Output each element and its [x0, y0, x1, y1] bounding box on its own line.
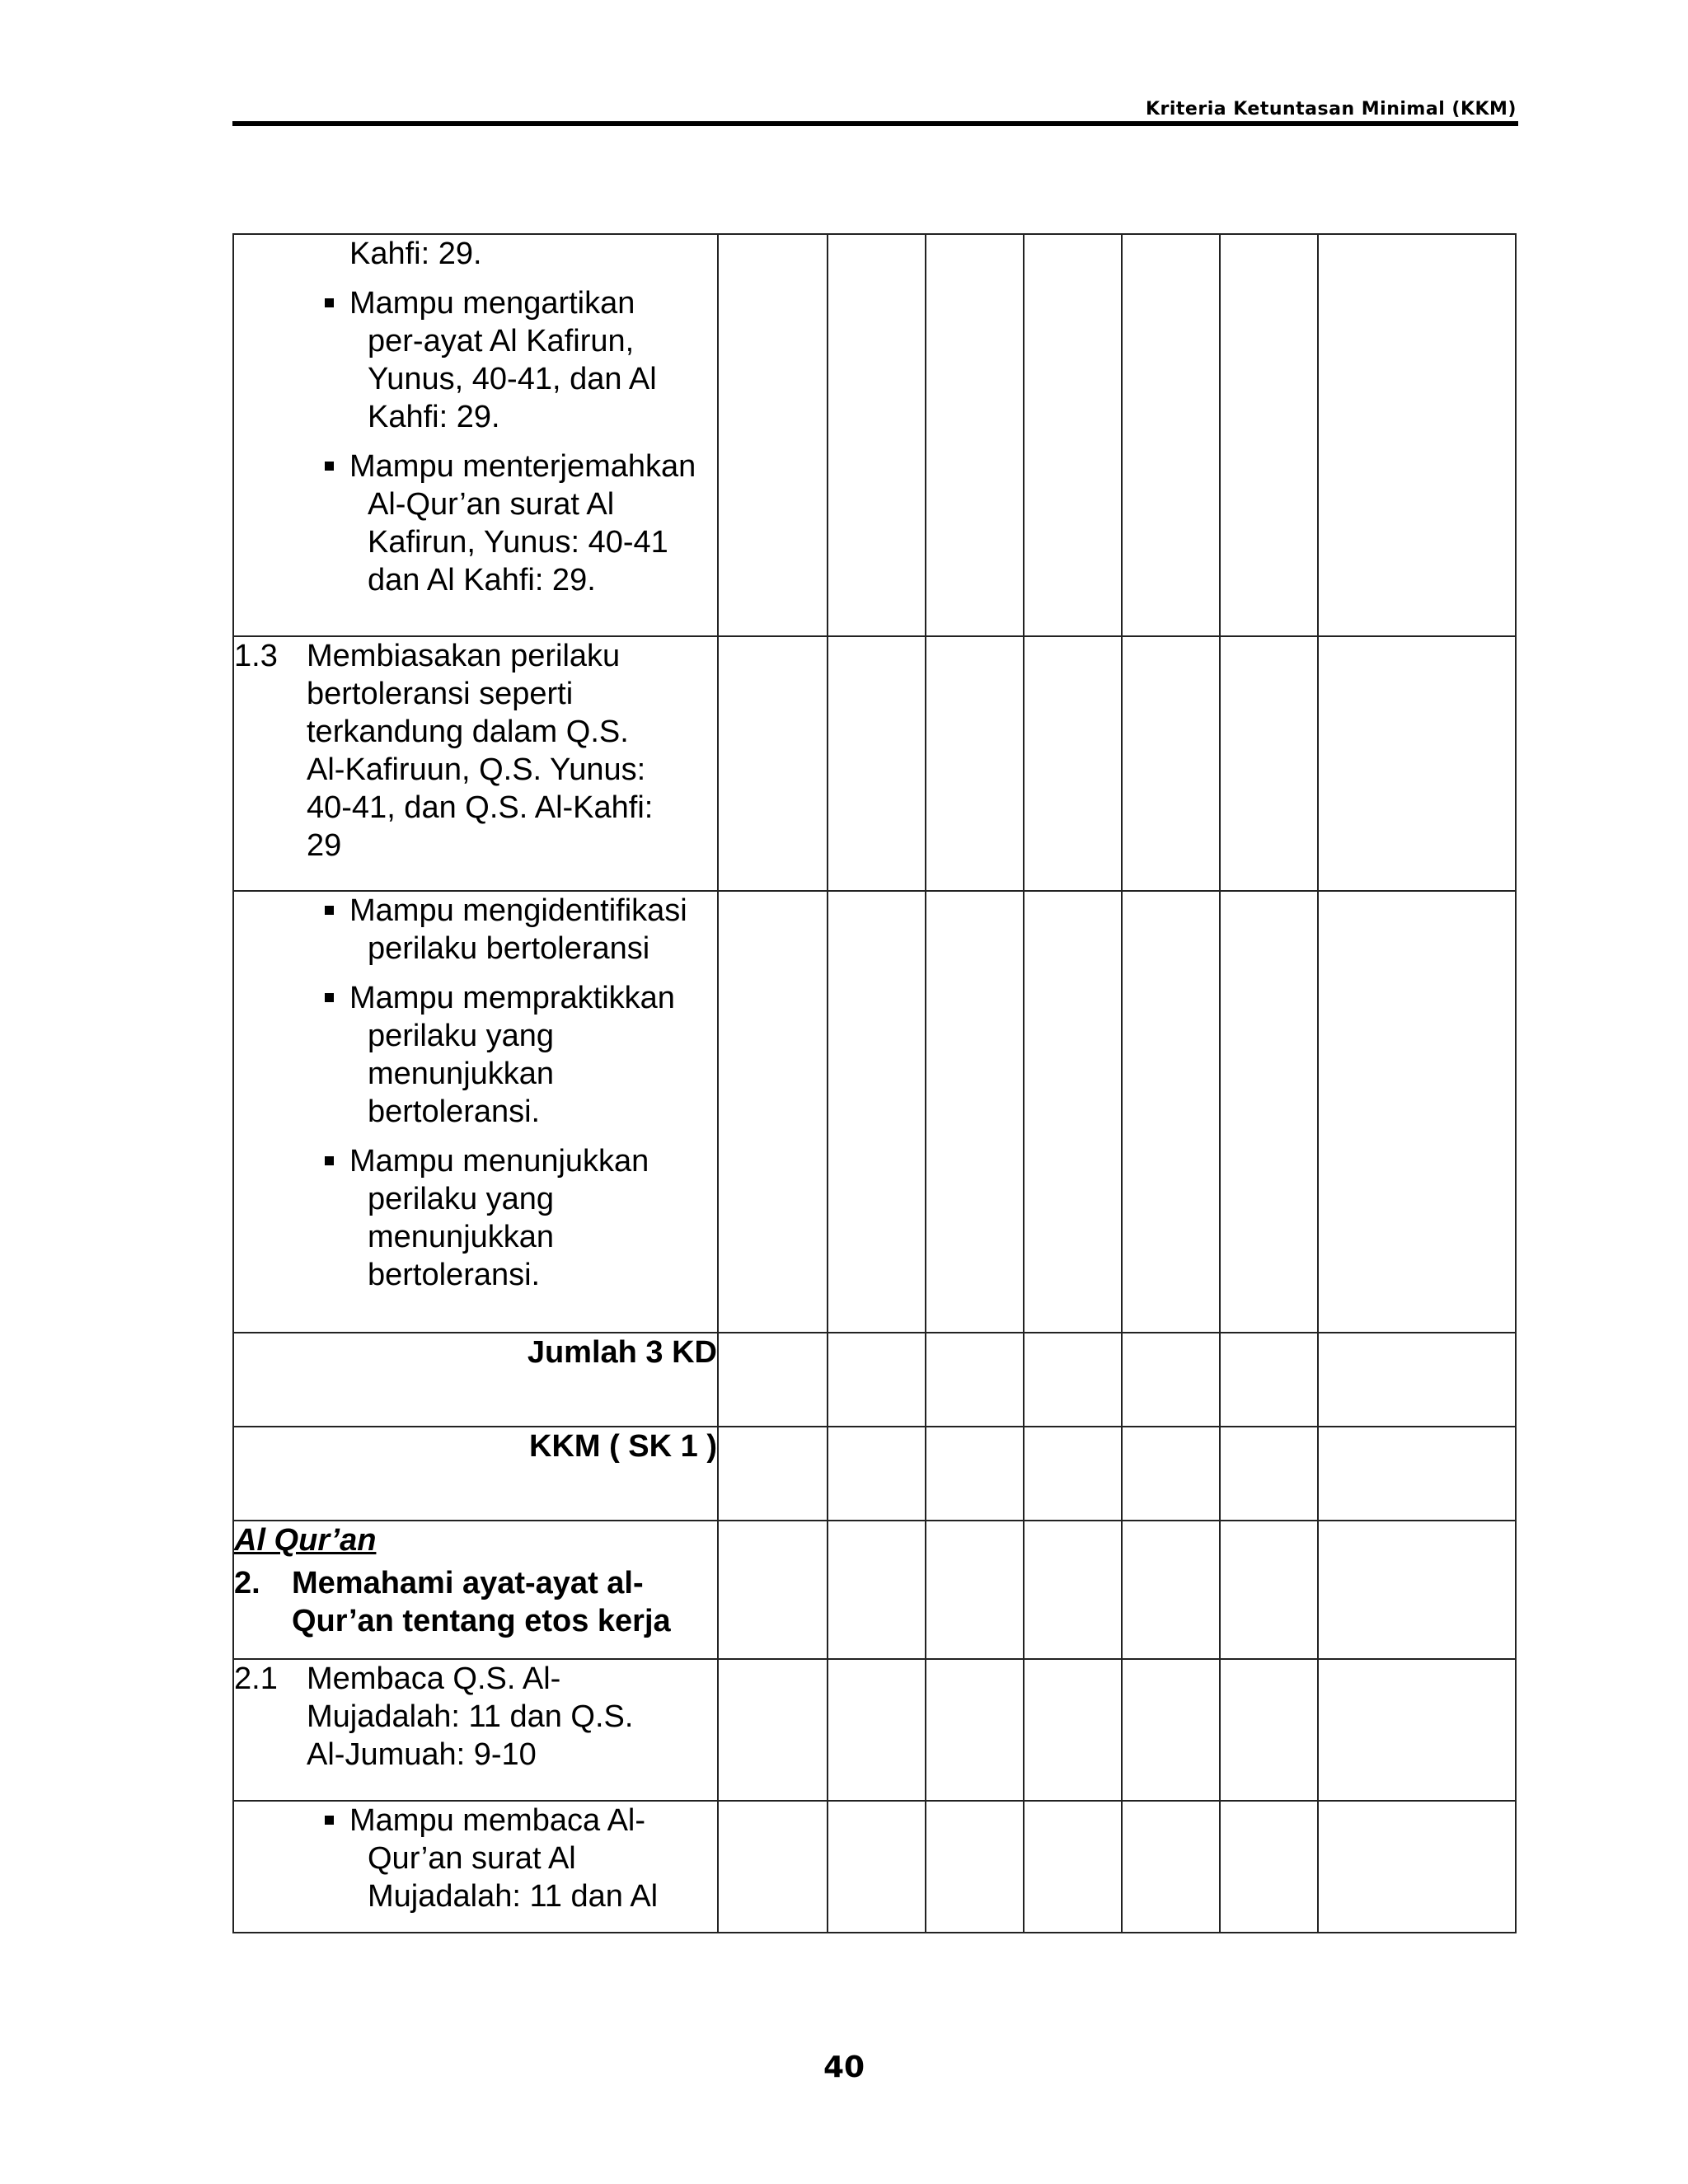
empty-cell: [1122, 1427, 1220, 1521]
indicator-list: [234, 892, 717, 1294]
indicator-line: Mampu mempraktikkan: [349, 981, 675, 1015]
empty-cell: [926, 1521, 1024, 1659]
empty-cell: [1318, 1659, 1516, 1801]
empty-cell: [1318, 1427, 1516, 1521]
empty-cell: [1220, 1333, 1318, 1427]
empty-cell: [1122, 1801, 1220, 1933]
competency-text: [307, 637, 717, 865]
indicator-line: bertoleransi.: [368, 1258, 541, 1292]
indicator-line: per-ayat Al Kafirun,: [368, 324, 635, 359]
standard-line: Qur’an tentang etos kerja: [292, 1604, 671, 1638]
total-cell: Jumlah 3 KD: [233, 1333, 718, 1427]
empty-cell: [1024, 234, 1122, 636]
section-title: Al Qur’an: [234, 1523, 377, 1558]
empty-cell: [1220, 1801, 1318, 1933]
indicator-list: [234, 284, 717, 599]
indicator-line: Kahfi: 29.: [368, 400, 500, 434]
bullet-square-icon: [325, 298, 334, 307]
empty-cell: [828, 234, 926, 636]
bullet-square-icon: [325, 906, 334, 915]
indicator-text: [331, 979, 717, 1131]
empty-cell: [718, 234, 828, 636]
indicator-item: [234, 1142, 717, 1294]
indicator-line: Mujadalah: 11 dan Al: [368, 1879, 659, 1914]
total-cell: KKM ( SK 1 ): [233, 1427, 718, 1521]
empty-cell: [1122, 1333, 1220, 1427]
description-cell: [233, 1659, 718, 1801]
competency-line: Mujadalah: 11 dan Q.S.: [307, 1699, 634, 1734]
table-row: [233, 1801, 1516, 1933]
competency-item: [234, 637, 717, 865]
standard-number: 2.: [234, 1566, 260, 1601]
competency-line: Al-Kafiruun, Q.S. Yunus:: [307, 752, 646, 787]
indicator-text: [331, 1802, 717, 1915]
page-number: 40: [823, 2050, 865, 2084]
indicator-text: [331, 1142, 717, 1294]
empty-cell: [1024, 1333, 1122, 1427]
empty-cell: [1318, 891, 1516, 1333]
empty-cell: [1122, 891, 1220, 1333]
description-cell: [233, 234, 718, 636]
empty-cell: [1318, 636, 1516, 891]
indicator-line: Kafirun, Yunus: 40-41: [368, 525, 668, 560]
indicator-line: perilaku yang: [368, 1182, 555, 1216]
indicator-line: bertoleransi.: [368, 1094, 541, 1129]
table-row: [233, 1521, 1516, 1659]
table-row: [233, 1427, 1516, 1521]
table-row: [233, 1333, 1516, 1427]
empty-cell: [1024, 891, 1122, 1333]
empty-cell: [718, 1659, 828, 1801]
standard-heading: [234, 1564, 717, 1640]
running-header-title: Kriteria Ketuntasan Minimal (KKM): [1145, 99, 1517, 120]
description-cell: [233, 1521, 718, 1659]
bullet-square-icon: [325, 462, 334, 471]
empty-cell: [718, 1521, 828, 1659]
competency-text: [307, 1660, 717, 1774]
indicator-item: [234, 284, 717, 436]
empty-cell: [1220, 1521, 1318, 1659]
empty-cell: [828, 1427, 926, 1521]
table-row: [233, 891, 1516, 1333]
empty-cell: [828, 1659, 926, 1801]
indicator-text: [331, 448, 717, 599]
table-row: [233, 1659, 1516, 1801]
empty-cell: [926, 1427, 1024, 1521]
competency-number: 2.1: [234, 1661, 278, 1696]
empty-cell: [828, 1521, 926, 1659]
empty-cell: [718, 891, 828, 1333]
empty-cell: [1220, 234, 1318, 636]
table-row: [233, 636, 1516, 891]
empty-cell: [1122, 1521, 1220, 1659]
indicator-item: [234, 1802, 717, 1915]
indicator-line: menunjukkan: [368, 1220, 555, 1254]
empty-cell: [1220, 1427, 1318, 1521]
description-cell: [233, 1801, 718, 1933]
indicator-line: Mampu mengidentifikasi: [349, 893, 687, 928]
empty-cell: [1024, 636, 1122, 891]
table-row: [233, 234, 1516, 636]
competency-line: bertoleransi seperti: [307, 677, 574, 711]
indicator-text: [331, 284, 717, 436]
empty-cell: [1318, 1333, 1516, 1427]
indicator-line: perilaku yang: [368, 1019, 555, 1053]
empty-cell: [926, 1333, 1024, 1427]
description-cell: [233, 891, 718, 1333]
empty-cell: [926, 1801, 1024, 1933]
competency-line: Membaca Q.S. Al-: [307, 1661, 561, 1696]
indicator-text: [331, 892, 717, 968]
empty-cell: [828, 891, 926, 1333]
indicator-line: Yunus, 40-41, dan Al: [368, 362, 657, 396]
indicator-item: [234, 892, 717, 968]
empty-cell: [926, 1659, 1024, 1801]
indicator-line: perilaku bertoleransi: [368, 931, 650, 966]
indicator-line: Mampu menterjemahkan: [349, 449, 696, 484]
competency-line: 29: [307, 828, 342, 863]
empty-cell: [1220, 636, 1318, 891]
empty-cell: [1024, 1521, 1122, 1659]
continuation-text: Kahfi: 29.: [349, 237, 482, 271]
header-rule: [232, 121, 1518, 126]
bullet-square-icon: [325, 1156, 334, 1165]
bullet-square-icon: [325, 993, 334, 1002]
empty-cell: [926, 636, 1024, 891]
empty-cell: [718, 1333, 828, 1427]
competency-line: Membiasakan perilaku: [307, 639, 621, 673]
bullet-square-icon: [325, 1816, 334, 1825]
competency-line: terkandung dalam Q.S.: [307, 715, 629, 749]
empty-cell: [1024, 1427, 1122, 1521]
empty-cell: [1220, 1659, 1318, 1801]
kkm-table: [232, 233, 1517, 1933]
description-cell: [233, 636, 718, 891]
empty-cell: [1318, 234, 1516, 636]
empty-cell: [926, 234, 1024, 636]
empty-cell: [1318, 1521, 1516, 1659]
indicator-line: Qur’an surat Al: [368, 1841, 576, 1876]
empty-cell: [718, 636, 828, 891]
indicator-item: [234, 979, 717, 1131]
standard-text: [292, 1564, 671, 1640]
empty-cell: [926, 891, 1024, 1333]
indicator-line: Mampu menunjukkan: [349, 1144, 649, 1179]
empty-cell: [718, 1801, 828, 1933]
empty-cell: [1024, 1801, 1122, 1933]
empty-cell: [828, 1801, 926, 1933]
empty-cell: [1122, 1659, 1220, 1801]
empty-cell: [1122, 234, 1220, 636]
competency-item: [234, 1660, 717, 1774]
indicator-item: [234, 448, 717, 599]
empty-cell: [1318, 1801, 1516, 1933]
empty-cell: [1220, 891, 1318, 1333]
empty-cell: [828, 636, 926, 891]
indicator-line: menunjukkan: [368, 1057, 555, 1091]
standard-line: Memahami ayat-ayat al-: [292, 1566, 644, 1601]
competency-line: Al-Jumuah: 9-10: [307, 1737, 537, 1772]
indicator-line: Mampu mengartikan: [349, 286, 635, 321]
competency-number: 1.3: [234, 639, 278, 673]
indicator-line: dan Al Kahfi: 29.: [368, 563, 596, 598]
empty-cell: [828, 1333, 926, 1427]
empty-cell: [1024, 1659, 1122, 1801]
indicator-line: Al-Qur’an surat Al: [368, 487, 615, 522]
empty-cell: [1122, 636, 1220, 891]
indicator-line: Mampu membaca Al-: [349, 1803, 646, 1838]
indicator-list: [234, 1802, 717, 1915]
empty-cell: [718, 1427, 828, 1521]
competency-line: 40-41, dan Q.S. Al-Kahfi:: [307, 790, 654, 825]
